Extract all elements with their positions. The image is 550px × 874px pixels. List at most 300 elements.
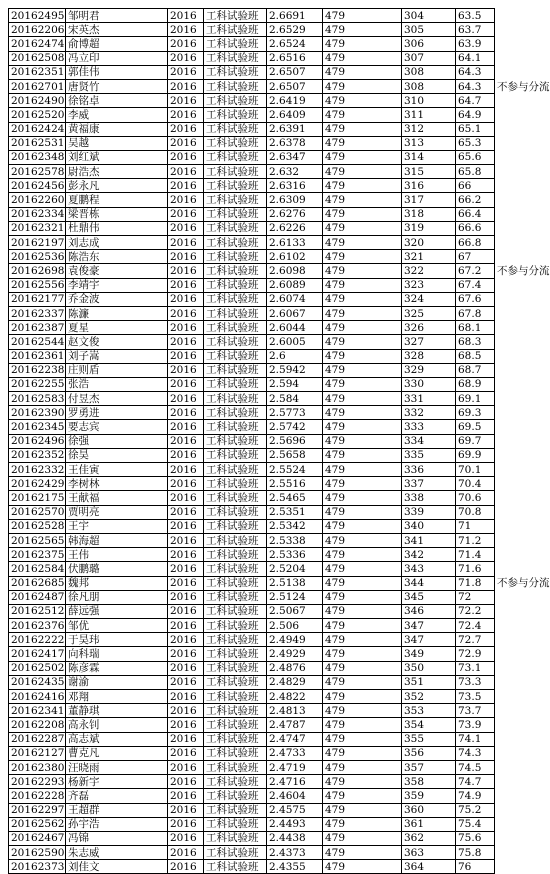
year-cell: 2016: [168, 803, 204, 817]
rank-cell: 351: [402, 675, 456, 689]
year-cell: 2016: [168, 420, 204, 434]
name-cell: 付昱杰: [66, 392, 168, 406]
total-count-cell: 479: [323, 207, 402, 221]
year-cell: 2016: [168, 122, 204, 136]
total-count-cell: 479: [323, 803, 402, 817]
class-cell: 工科试验班: [204, 122, 267, 136]
percentile-cell: 75.8: [456, 846, 495, 860]
percentile-cell: 64.7: [456, 94, 495, 108]
note-cell: [495, 278, 533, 292]
table-row: [9, 306, 533, 320]
student-id-cell: 20162502: [9, 661, 66, 675]
note-cell: [495, 548, 533, 562]
table-row: [9, 23, 533, 37]
note-cell: [495, 406, 533, 420]
note-cell: [495, 193, 533, 207]
percentile-cell: 65.6: [456, 150, 495, 164]
class-cell: 工科试验班: [204, 65, 267, 79]
percentile-cell: 75.2: [456, 803, 495, 817]
rank-cell: 315: [402, 165, 456, 179]
student-id-cell: 20162701: [9, 79, 66, 93]
student-id-cell: 20162474: [9, 37, 66, 51]
rank-cell: 327: [402, 335, 456, 349]
total-count-cell: 479: [323, 420, 402, 434]
table-row: [9, 463, 533, 477]
rank-cell: 317: [402, 193, 456, 207]
rank-cell: 319: [402, 221, 456, 235]
rank-cell: 320: [402, 236, 456, 250]
gpa-cell: 2.4575: [267, 803, 323, 817]
note-cell: [495, 463, 533, 477]
note-cell: [495, 732, 533, 746]
name-cell: 杨新宇: [66, 775, 168, 789]
year-cell: 2016: [168, 306, 204, 320]
table-row: [9, 775, 533, 789]
percentile-cell: 68.5: [456, 349, 495, 363]
gpa-cell: 2.6378: [267, 136, 323, 150]
note-cell: [495, 533, 533, 547]
rank-cell: 352: [402, 690, 456, 704]
rank-cell: 339: [402, 505, 456, 519]
table-row: [9, 94, 533, 108]
percentile-cell: 75.6: [456, 831, 495, 845]
total-count-cell: 479: [323, 363, 402, 377]
class-cell: 工科试验班: [204, 647, 267, 661]
year-cell: 2016: [168, 278, 204, 292]
class-cell: 工科试验班: [204, 377, 267, 391]
table-row: [9, 562, 533, 576]
class-cell: 工科试验班: [204, 803, 267, 817]
table-row: [9, 817, 533, 831]
total-count-cell: 479: [323, 448, 402, 462]
name-cell: 王献福: [66, 491, 168, 505]
percentile-cell: 69.3: [456, 406, 495, 420]
table-row: [9, 846, 533, 860]
gpa-cell: 2.6507: [267, 79, 323, 93]
table-row: [9, 420, 533, 434]
note-cell: [495, 619, 533, 633]
year-cell: 2016: [168, 519, 204, 533]
total-count-cell: 479: [323, 760, 402, 774]
year-cell: 2016: [168, 207, 204, 221]
class-cell: 工科试验班: [204, 505, 267, 519]
student-id-cell: 20162345: [9, 420, 66, 434]
note-cell: [495, 860, 533, 874]
note-cell: [495, 831, 533, 845]
year-cell: 2016: [168, 349, 204, 363]
class-cell: 工科试验班: [204, 221, 267, 235]
student-id-cell: 20162337: [9, 306, 66, 320]
student-id-cell: 20162698: [9, 264, 66, 278]
rank-cell: 308: [402, 79, 456, 93]
note-cell: [495, 803, 533, 817]
year-cell: 2016: [168, 250, 204, 264]
table-row: [9, 264, 533, 278]
student-id-cell: 20162255: [9, 377, 66, 391]
student-id-cell: 20162556: [9, 278, 66, 292]
year-cell: 2016: [168, 690, 204, 704]
student-id-cell: 20162512: [9, 604, 66, 618]
gpa-cell: 2.5124: [267, 590, 323, 604]
class-cell: 工科试验班: [204, 292, 267, 306]
student-id-cell: 20162376: [9, 619, 66, 633]
percentile-cell: 66.2: [456, 193, 495, 207]
name-cell: 高志斌: [66, 732, 168, 746]
student-id-cell: 20162544: [9, 335, 66, 349]
year-cell: 2016: [168, 718, 204, 732]
name-cell: 刘子嵩: [66, 349, 168, 363]
name-cell: 邓翔: [66, 690, 168, 704]
year-cell: 2016: [168, 860, 204, 874]
table-row: [9, 236, 533, 250]
name-cell: 董静琪: [66, 704, 168, 718]
name-cell: 吴越: [66, 136, 168, 150]
percentile-cell: 71.4: [456, 548, 495, 562]
year-cell: 2016: [168, 406, 204, 420]
total-count-cell: 479: [323, 619, 402, 633]
name-cell: 于昊玮: [66, 633, 168, 647]
class-cell: 工科试验班: [204, 23, 267, 37]
name-cell: 罗勇进: [66, 406, 168, 420]
note-cell: [495, 306, 533, 320]
table-row: [9, 661, 533, 675]
table-row: [9, 165, 533, 179]
percentile-cell: 69.1: [456, 392, 495, 406]
class-cell: 工科试验班: [204, 789, 267, 803]
name-cell: 王超群: [66, 803, 168, 817]
gpa-cell: 2.6529: [267, 23, 323, 37]
gpa-cell: 2.6691: [267, 9, 323, 23]
percentile-cell: 71: [456, 519, 495, 533]
percentile-cell: 72.4: [456, 619, 495, 633]
table-body: [9, 9, 550, 874]
total-count-cell: 479: [323, 562, 402, 576]
table-row: [9, 789, 533, 803]
note-cell: [495, 136, 533, 150]
class-cell: 工科试验班: [204, 661, 267, 675]
year-cell: 2016: [168, 619, 204, 633]
rank-cell: 349: [402, 647, 456, 661]
gpa-cell: 2.632: [267, 165, 323, 179]
class-cell: 工科试验班: [204, 860, 267, 874]
gpa-cell: 2.6276: [267, 207, 323, 221]
year-cell: 2016: [168, 335, 204, 349]
class-cell: 工科试验班: [204, 278, 267, 292]
note-cell: [495, 23, 533, 37]
student-id-cell: 20162321: [9, 221, 66, 235]
total-count-cell: 479: [323, 533, 402, 547]
total-count-cell: 479: [323, 23, 402, 37]
table-row: [9, 690, 533, 704]
rank-cell: 363: [402, 846, 456, 860]
total-count-cell: 479: [323, 590, 402, 604]
year-cell: 2016: [168, 392, 204, 406]
student-id-cell: 20162348: [9, 150, 66, 164]
table-row: [9, 647, 533, 661]
year-cell: 2016: [168, 150, 204, 164]
year-cell: 2016: [168, 463, 204, 477]
total-count-cell: 479: [323, 477, 402, 491]
class-cell: 工科试验班: [204, 846, 267, 860]
table-row: [9, 221, 533, 235]
student-id-cell: 20162361: [9, 349, 66, 363]
name-cell: 袁俊豪: [66, 264, 168, 278]
note-cell: [495, 94, 533, 108]
table-row: [9, 321, 533, 335]
note-cell: [495, 221, 533, 235]
total-count-cell: 479: [323, 718, 402, 732]
note-cell: [495, 65, 533, 79]
gpa-cell: 2.5696: [267, 434, 323, 448]
percentile-cell: 73.1: [456, 661, 495, 675]
percentile-cell: 72: [456, 590, 495, 604]
rank-cell: 330: [402, 377, 456, 391]
gpa-cell: 2.4355: [267, 860, 323, 874]
name-cell: 薛远强: [66, 604, 168, 618]
student-id-cell: 20162206: [9, 23, 66, 37]
rank-cell: 311: [402, 108, 456, 122]
class-cell: 工科试验班: [204, 321, 267, 335]
class-cell: 工科试验班: [204, 434, 267, 448]
total-count-cell: 479: [323, 647, 402, 661]
total-count-cell: 479: [323, 491, 402, 505]
percentile-cell: 75.4: [456, 817, 495, 831]
class-cell: 工科试验班: [204, 406, 267, 420]
class-cell: 工科试验班: [204, 79, 267, 93]
name-cell: 要志宾: [66, 420, 168, 434]
table-row: [9, 392, 533, 406]
note-cell: [495, 604, 533, 618]
gpa-cell: 2.4716: [267, 775, 323, 789]
rank-cell: 316: [402, 179, 456, 193]
total-count-cell: 479: [323, 122, 402, 136]
note-cell: [495, 789, 533, 803]
table-row: [9, 136, 533, 150]
percentile-cell: 71.8: [456, 576, 495, 590]
class-cell: 工科试验班: [204, 37, 267, 51]
gpa-cell: 2.5351: [267, 505, 323, 519]
rank-cell: 312: [402, 122, 456, 136]
percentile-cell: 66: [456, 179, 495, 193]
percentile-cell: 63.9: [456, 37, 495, 51]
student-id-cell: 20162495: [9, 9, 66, 23]
percentile-cell: 74.7: [456, 775, 495, 789]
total-count-cell: 479: [323, 775, 402, 789]
note-cell: [495, 590, 533, 604]
percentile-cell: 70.8: [456, 505, 495, 519]
rank-cell: 350: [402, 661, 456, 675]
student-id-cell: 20162197: [9, 236, 66, 250]
name-cell: 徐凡朋: [66, 590, 168, 604]
year-cell: 2016: [168, 136, 204, 150]
class-cell: 工科试验班: [204, 250, 267, 264]
rank-cell: 318: [402, 207, 456, 221]
rank-cell: 362: [402, 831, 456, 845]
gpa-cell: 2.6347: [267, 150, 323, 164]
total-count-cell: 479: [323, 292, 402, 306]
table-row: [9, 37, 533, 51]
rank-cell: 322: [402, 264, 456, 278]
name-cell: 彭永凡: [66, 179, 168, 193]
year-cell: 2016: [168, 221, 204, 235]
name-cell: 冯立印: [66, 51, 168, 65]
note-cell: [495, 292, 533, 306]
student-id-cell: 20162228: [9, 789, 66, 803]
year-cell: 2016: [168, 23, 204, 37]
note-cell: 不参与分流: [497, 577, 550, 590]
year-cell: 2016: [168, 675, 204, 689]
student-id-cell: 20162565: [9, 533, 66, 547]
class-cell: 工科试验班: [204, 264, 267, 278]
total-count-cell: 479: [323, 746, 402, 760]
name-cell: 朱志威: [66, 846, 168, 860]
gpa-cell: 2.4604: [267, 789, 323, 803]
percentile-cell: 71.6: [456, 562, 495, 576]
class-cell: 工科试验班: [204, 831, 267, 845]
percentile-cell: 66.6: [456, 221, 495, 235]
class-cell: 工科试验班: [204, 9, 267, 23]
year-cell: 2016: [168, 477, 204, 491]
rank-cell: 341: [402, 533, 456, 547]
class-cell: 工科试验班: [204, 306, 267, 320]
table-row: [9, 278, 533, 292]
percentile-cell: 65.3: [456, 136, 495, 150]
student-id-cell: 20162334: [9, 207, 66, 221]
note-cell: [495, 165, 533, 179]
note-cell: [495, 505, 533, 519]
gpa-cell: 2.6133: [267, 236, 323, 250]
year-cell: 2016: [168, 846, 204, 860]
total-count-cell: 479: [323, 264, 402, 278]
rank-cell: 334: [402, 434, 456, 448]
class-cell: 工科试验班: [204, 718, 267, 732]
table-row: [9, 406, 533, 420]
name-cell: 陈濂: [66, 306, 168, 320]
table-row: [9, 335, 533, 349]
gpa-cell: 2.5524: [267, 463, 323, 477]
table-row: [9, 79, 533, 93]
student-id-cell: 20162496: [9, 434, 66, 448]
note-cell: [495, 207, 533, 221]
note-cell: [495, 236, 533, 250]
name-cell: 孙宇浩: [66, 817, 168, 831]
name-cell: 谢渝: [66, 675, 168, 689]
note-cell: [495, 179, 533, 193]
note-cell: [495, 377, 533, 391]
note-cell: [495, 846, 533, 860]
total-count-cell: 479: [323, 604, 402, 618]
name-cell: 尉浩杰: [66, 165, 168, 179]
class-cell: 工科试验班: [204, 165, 267, 179]
table-row: [9, 548, 533, 562]
name-cell: 李威: [66, 108, 168, 122]
note-cell: [495, 250, 533, 264]
percentile-cell: 73.9: [456, 718, 495, 732]
year-cell: 2016: [168, 193, 204, 207]
percentile-cell: 68.7: [456, 363, 495, 377]
note-cell: [495, 562, 533, 576]
percentile-cell: 67.8: [456, 306, 495, 320]
name-cell: 李靖宇: [66, 278, 168, 292]
table-row: [9, 122, 533, 136]
year-cell: 2016: [168, 746, 204, 760]
class-cell: 工科试验班: [204, 236, 267, 250]
name-cell: 韩海超: [66, 533, 168, 547]
student-id-cell: 20162260: [9, 193, 66, 207]
class-cell: 工科试验班: [204, 363, 267, 377]
total-count-cell: 479: [323, 831, 402, 845]
gpa-cell: 2.6074: [267, 292, 323, 306]
table-row: [9, 51, 533, 65]
name-cell: 杜鼎伟: [66, 221, 168, 235]
name-cell: 刘志成: [66, 236, 168, 250]
class-cell: 工科试验班: [204, 690, 267, 704]
rank-cell: 314: [402, 150, 456, 164]
student-id-cell: 20162293: [9, 775, 66, 789]
gpa-cell: 2.506: [267, 619, 323, 633]
name-cell: 黄福康: [66, 122, 168, 136]
rank-cell: 331: [402, 392, 456, 406]
rank-cell: 356: [402, 746, 456, 760]
percentile-cell: 69.9: [456, 448, 495, 462]
total-count-cell: 479: [323, 193, 402, 207]
class-cell: 工科试验班: [204, 477, 267, 491]
year-cell: 2016: [168, 505, 204, 519]
gpa-cell: 2.6507: [267, 65, 323, 79]
table-row: [9, 491, 533, 505]
gpa-cell: 2.5742: [267, 420, 323, 434]
gpa-cell: 2.6: [267, 349, 323, 363]
rank-cell: 358: [402, 775, 456, 789]
percentile-cell: 70.4: [456, 477, 495, 491]
rank-cell: 364: [402, 860, 456, 874]
rank-cell: 306: [402, 37, 456, 51]
student-id-cell: 20162222: [9, 633, 66, 647]
year-cell: 2016: [168, 9, 204, 23]
note-cell: [495, 519, 533, 533]
class-cell: 工科试验班: [204, 108, 267, 122]
year-cell: 2016: [168, 179, 204, 193]
percentile-cell: 72.2: [456, 604, 495, 618]
percentile-cell: 68.9: [456, 377, 495, 391]
total-count-cell: 479: [323, 704, 402, 718]
total-count-cell: 479: [323, 51, 402, 65]
gpa-cell: 2.4822: [267, 690, 323, 704]
student-id-cell: 20162467: [9, 831, 66, 845]
class-cell: 工科试验班: [204, 548, 267, 562]
percentile-cell: 66.8: [456, 236, 495, 250]
table-row: [9, 576, 533, 590]
year-cell: 2016: [168, 434, 204, 448]
class-cell: 工科试验班: [204, 746, 267, 760]
table-row: [9, 675, 533, 689]
note-cell: [495, 51, 533, 65]
class-cell: 工科试验班: [204, 94, 267, 108]
name-cell: 曹克凡: [66, 746, 168, 760]
percentile-cell: 69.7: [456, 434, 495, 448]
table-row: [9, 718, 533, 732]
rank-cell: 324: [402, 292, 456, 306]
note-cell: [495, 746, 533, 760]
rank-cell: 361: [402, 817, 456, 831]
total-count-cell: 479: [323, 335, 402, 349]
note-cell: 不参与分流: [497, 264, 550, 277]
class-cell: 工科试验班: [204, 150, 267, 164]
percentile-cell: 76: [456, 860, 495, 874]
student-id-cell: 20162584: [9, 562, 66, 576]
gpa-cell: 2.6516: [267, 51, 323, 65]
class-cell: 工科试验班: [204, 562, 267, 576]
